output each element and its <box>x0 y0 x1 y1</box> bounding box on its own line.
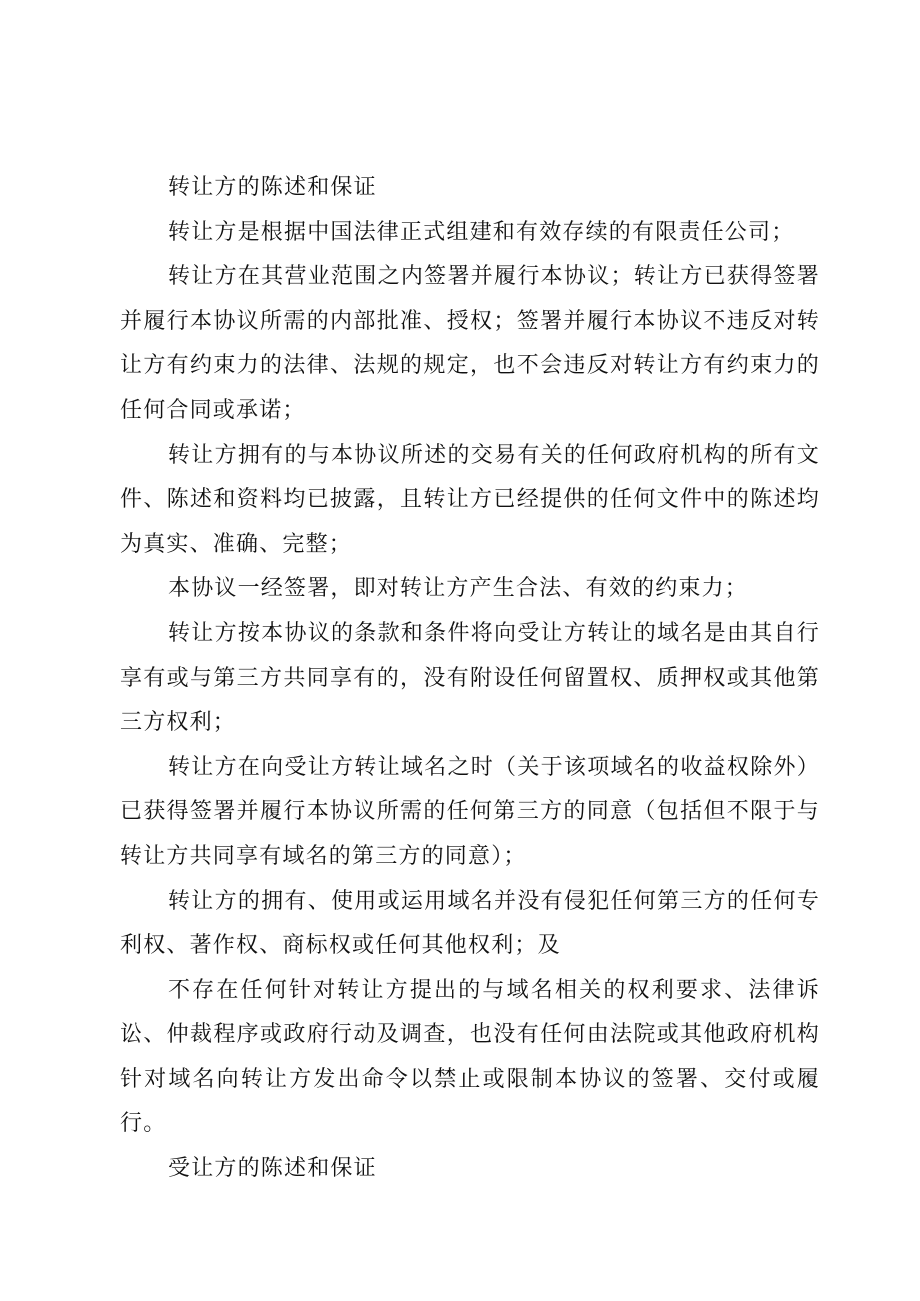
clause-disclosure: 转让方拥有的与本协议所述的交易有关的任何政府机构的所有文件、陈述和资料均已披露，且转让方已经提供的任何文件中的陈述均为真实、准确、完整； <box>120 442 820 557</box>
clause-third-party-consent: 转让方在向受让方转让域名之时（关于该项域名的收益权除外）已获得签署并履行本协议所需的任何第三方的同意（包括但不限于与转让方共同享有域名的第三方的同意）； <box>120 754 820 869</box>
clause-binding-effect: 本协议一经签署，即对转让方产生合法、有效的约束力； <box>168 576 749 602</box>
clause-legal-entity: 转让方是根据中国法律正式组建和有效存续的有限责任公司； <box>168 219 795 245</box>
clause-authorization: 转让方在其营业范围之内签署并履行本协议；转让方已获得签署并履行本协议所需的内部批准、授权；签署并履行本协议不违反对转让方有约束力的法律、法规的规定，也不会违反对转让方有约束力的任何合同或承诺； <box>120 264 820 423</box>
document-body <box>120 166 820 1192</box>
clause-non-infringement: 转让方的拥有、使用或运用域名并没有侵犯任何第三方的任何专利权、著作权、商标权或任何其他权利；及 <box>120 888 820 959</box>
section-heading-transferor: 转让方的陈述和保证 <box>168 175 377 200</box>
clause-domain-ownership: 转让方按本协议的条款和条件将向受让方转让的域名是由其自行享有或与第三方共同享有的，没有附设任何留置权、质押权或其他第三方权利； <box>120 620 820 736</box>
section-heading-transferee: 受让方的陈述和保证 <box>168 1156 377 1182</box>
clause-no-litigation: 不存在任何针对转让方提出的与域名相关的权利要求、法律诉讼、仲裁程序或政府行动及调查，也没有任何由法院或其他政府机构针对域名向转让方发出命令以禁止或限制本协议的签署、交付或履行。 <box>120 977 820 1137</box>
